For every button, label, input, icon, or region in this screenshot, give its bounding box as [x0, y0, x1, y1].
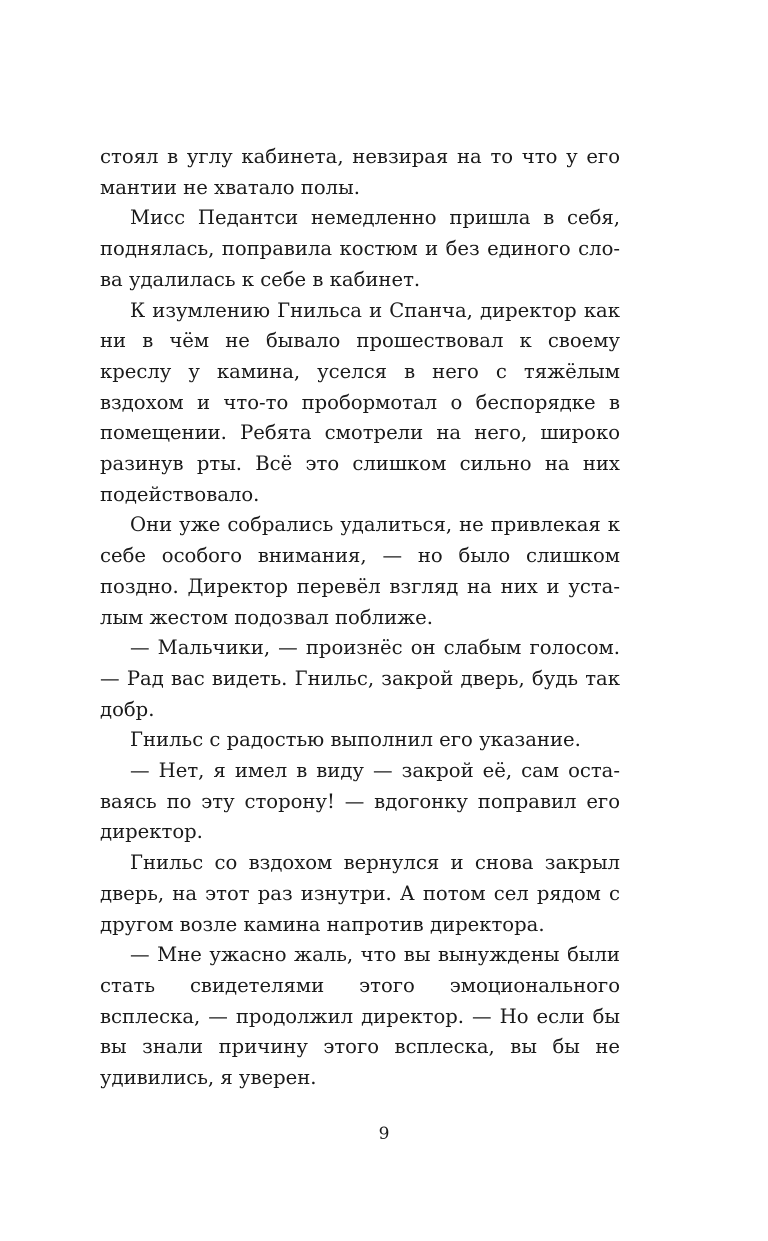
page-number: 9	[378, 1124, 390, 1144]
paragraph-7: — Нет, я имел в виду — закрой её, сам оставаясь по эту сторону! — вдогонку поправил его директор.	[100, 759, 620, 844]
paragraph-1: стоял в углу кабинета, невзирая на то что у его мантии не хватало полы.	[100, 145, 620, 199]
paragraph-5: — Мальчики, — произнёс он слабым голосом. — Рад вас видеть. Гнильс, закрой дверь, будь так добр.	[100, 636, 620, 721]
paragraph-3: К изумлению Гнильса и Спанча, директор как ни в чём не бывало прошествовал к своему креслу у камина, уселся в него с тяжёлым вздохом и что-то пробормотал о беспорядке в помещении. Ребята смотрели на него, широко разинув рты. Всё это слишком сильно на них подействовало.	[100, 298, 620, 506]
paragraph-8: Гнильс со вздохом вернулся и снова закрыл дверь, на этот раз изнутри. А потом сел рядом с другом возле камина напротив директора.	[100, 851, 620, 936]
paragraph-9: — Мне ужасно жаль, что вы вынуждены были стать свидетелями этого эмоционального всплеска, — продолжил директор. — Но если бы вы знали причину этого всплеска, вы бы не удивились, я уверен.	[100, 943, 620, 1090]
page-body	[100, 142, 620, 1094]
paragraph-2: Мисс Педантси немедленно пришла в себя, поднялась, поправила костюм и без единого слова удалилась к себе в кабинет.	[100, 206, 620, 291]
paragraph-4: Они уже собрались удалиться, не привлекая к себе особого внимания, — но было слишком поздно. Директор перевёл взгляд на них и усталым жестом подозвал поближе.	[100, 513, 620, 629]
paragraph-6: Гнильс с радостью выполнил его указание.	[130, 728, 581, 752]
